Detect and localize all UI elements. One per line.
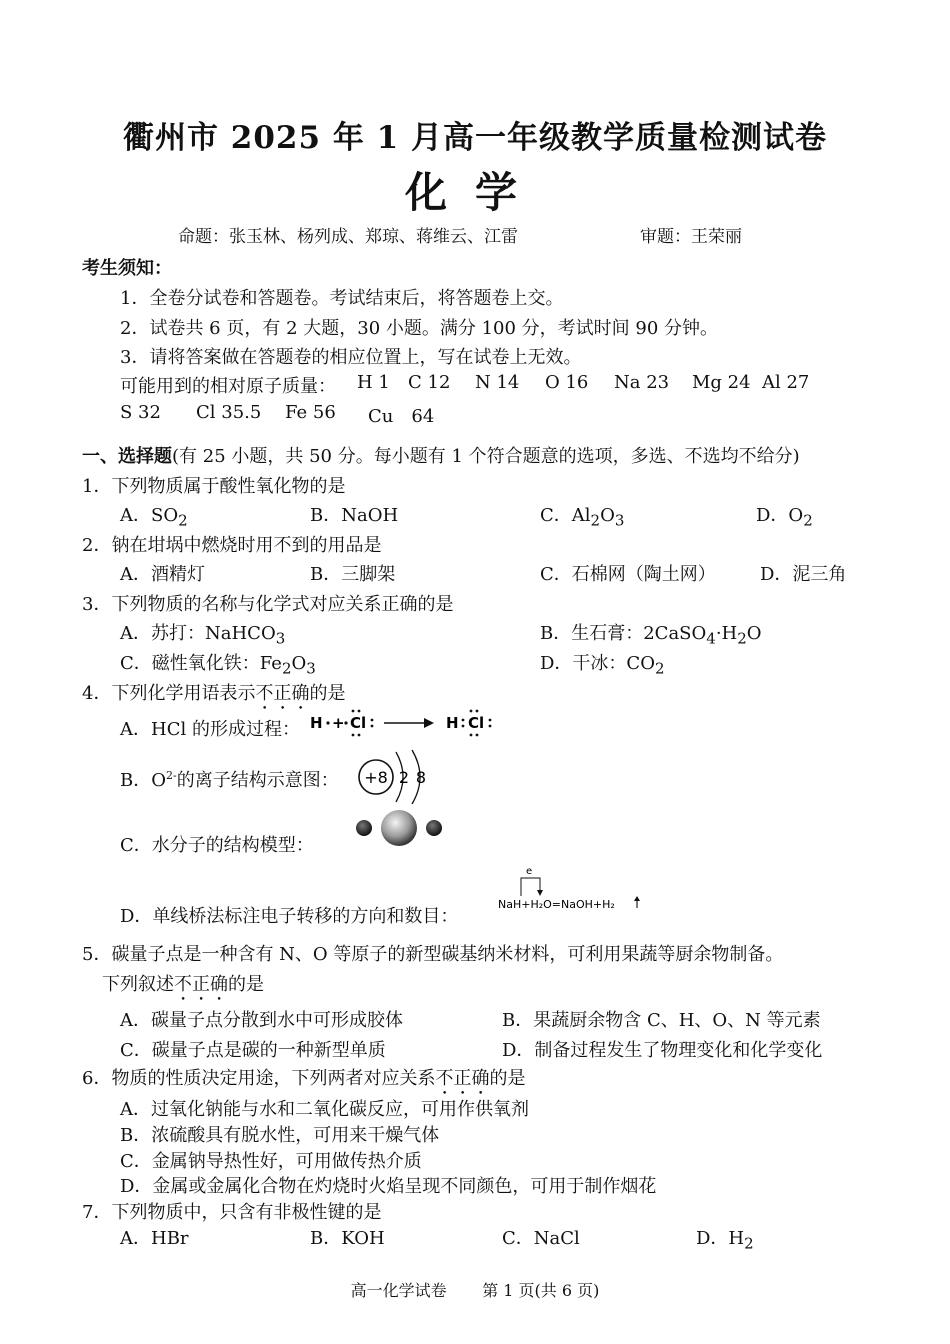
q1-option-d: D．$O_2$ [756, 505, 813, 530]
question-5-stem: 5．碳量子点是一种含有 N、O 等原子的新型碳基纳米材料，可利用果蔬等厨余物制备。 [82, 944, 784, 965]
q5-option-c: C．碳量子点是碳的一种新型单质 [120, 1040, 386, 1061]
atomic-mass: S 32 [120, 402, 161, 423]
reviewer: 审题：王荣丽 [640, 227, 742, 247]
q6-option-c: C．金属钠导热性好，可用做传热介质 [120, 1151, 422, 1172]
question-6-stem: 6．物质的性质决定用途，下列两者对应关系不正确的是 [82, 1068, 526, 1089]
q1-option-a: A．$SO_2$ [120, 505, 188, 530]
oxygen-ion-structure-diagram [352, 744, 442, 810]
authors: 命题：张玉林、杨列成、郑琼、蒋维云、江雷 [178, 227, 518, 247]
exam-title: 衢州市 2025 年 1 月高一年级教学质量检测试卷 [122, 120, 828, 156]
q7-option-d: D．$H_2$ [696, 1228, 754, 1253]
subject-title: 化学 [404, 168, 545, 217]
q3-option-b: B．生石膏：$2CaSO_4\cdot H_2O$ [540, 623, 762, 648]
shell-1-electrons: 2 [398, 768, 410, 787]
section-heading [82, 442, 800, 468]
atomic-mass: Mg 24 [692, 372, 751, 393]
atomic-mass: N 14 [475, 372, 520, 393]
q3-option-a: A．苏打：NaHCO$_3$ [120, 623, 286, 648]
section-title: 一、选择题 [82, 446, 172, 467]
atomic-mass: C 12 [408, 372, 451, 393]
q2-option-a: A．酒精灯 [120, 564, 205, 585]
electron-label: e [526, 866, 533, 877]
question-1-stem: 1．下列物质属于酸性氧化物的是 [82, 476, 346, 497]
question-7-stem: 7．下列物质中，只含有非极性键的是 [82, 1202, 382, 1223]
atomic-mass: Na 23 [614, 372, 670, 393]
q4-option-d: D．单线桥法标注电子转移的方向和数目： [120, 906, 459, 927]
atomic-mass: Fe 56 [285, 402, 336, 423]
q6-option-a: A．过氧化钠能与水和二氧化碳反应，可用作供氧剂 [120, 1099, 529, 1120]
atomic-mass: Al 27 [762, 372, 810, 393]
h-atom: H [310, 714, 323, 732]
reaction-equation: NaH+H₂O=NaOH+H₂ [498, 898, 615, 911]
atomic-mass: H 1 [357, 372, 390, 393]
hcl-formation-diagram [306, 703, 496, 743]
hydrogen-atom [426, 820, 442, 836]
cl-atom: Cl [350, 714, 367, 732]
q5-option-d: D．制备过程发生了物理变化和化学变化 [502, 1040, 823, 1061]
q1-option-c: C．$Al_2O_3$ [540, 505, 625, 530]
q3-option-c: C．磁性氧化铁：$Fe_2O_3$ [120, 653, 316, 678]
q4-option-b: B．$O^{2-}$的离子结构示意图： [120, 769, 339, 791]
q1-option-b: B．NaOH [310, 505, 399, 526]
q2-option-d: D．泥三角 [760, 564, 847, 585]
single-bridge-diagram [496, 862, 646, 914]
svg-text:+: + [332, 714, 345, 732]
q4-option-a: A．HCl 的形成过程： [120, 719, 300, 740]
section-desc: (有 25 小题，共 50 分。每小题有 1 个符合题意的选项，多选、不选均不给分) [172, 446, 800, 467]
question-3-stem: 3．下列物质的名称与化学式对应关系正确的是 [82, 594, 454, 615]
question-2-stem: 2．钠在坩埚中燃烧时用不到的用品是 [82, 535, 382, 556]
q5-option-a: A．碳量子点分散到水中可形成胶体 [120, 1010, 403, 1031]
q2-option-c: C．石棉网（陶土网） [540, 564, 716, 585]
q7-option-c: C．NaCl [502, 1228, 580, 1249]
footer-title: 高一化学试卷 [350, 1281, 447, 1300]
q7-option-b: B．KOH [310, 1228, 385, 1249]
q7-option-a: A．HBr [120, 1228, 189, 1249]
svg-text:H: H [446, 714, 459, 732]
q3-option-d: D．干冰：$CO_2$ [540, 653, 665, 678]
q6-option-b: B．浓硫酸具有脱水性，可用来干燥气体 [120, 1125, 440, 1146]
page-footer [0, 1278, 950, 1301]
q2-option-b: B．三脚架 [310, 564, 396, 585]
atomic-mass-label: 可能用到的相对原子质量： [120, 376, 336, 397]
q5-option-b: B．果蔬厨余物含 C、H、O、N 等元素 [502, 1010, 821, 1031]
notice-item: 3．请将答案做在答题卷的相应位置上，写在试卷上无效。 [120, 347, 582, 368]
shell-2-electrons: 8 [415, 768, 427, 787]
notice-item: 2．试卷共 6 页，有 2 大题，30 小题。满分 100 分，考试时间 90 分钟。 [120, 318, 719, 339]
question-4-stem: 4．下列化学用语表示不正确的是 [82, 683, 346, 704]
hydrogen-atom [356, 820, 372, 836]
oxygen-atom [381, 810, 417, 846]
atomic-mass: Cu 64 [368, 406, 435, 427]
atomic-mass: Cl 35.5 [196, 402, 262, 423]
notice-heading: 考生须知： [82, 258, 172, 279]
water-molecule-model [352, 808, 447, 848]
page-number: 第 1 页(共 6 页) [482, 1281, 600, 1300]
q6-option-d: D．金属或金属化合物在灼烧时火焰呈现不同颜色，可用于制作烟花 [120, 1176, 657, 1197]
notice-item: 1．全卷分试卷和答题卷。考试结束后，将答题卷上交。 [120, 288, 564, 309]
svg-text:Cl: Cl [468, 714, 485, 732]
q4-option-c: C．水分子的结构模型： [120, 835, 314, 856]
question-5-stem-cont: 下列叙述不正确的是 [102, 974, 264, 995]
atomic-mass: O 16 [545, 372, 589, 393]
nucleus-charge: +8 [364, 768, 388, 787]
